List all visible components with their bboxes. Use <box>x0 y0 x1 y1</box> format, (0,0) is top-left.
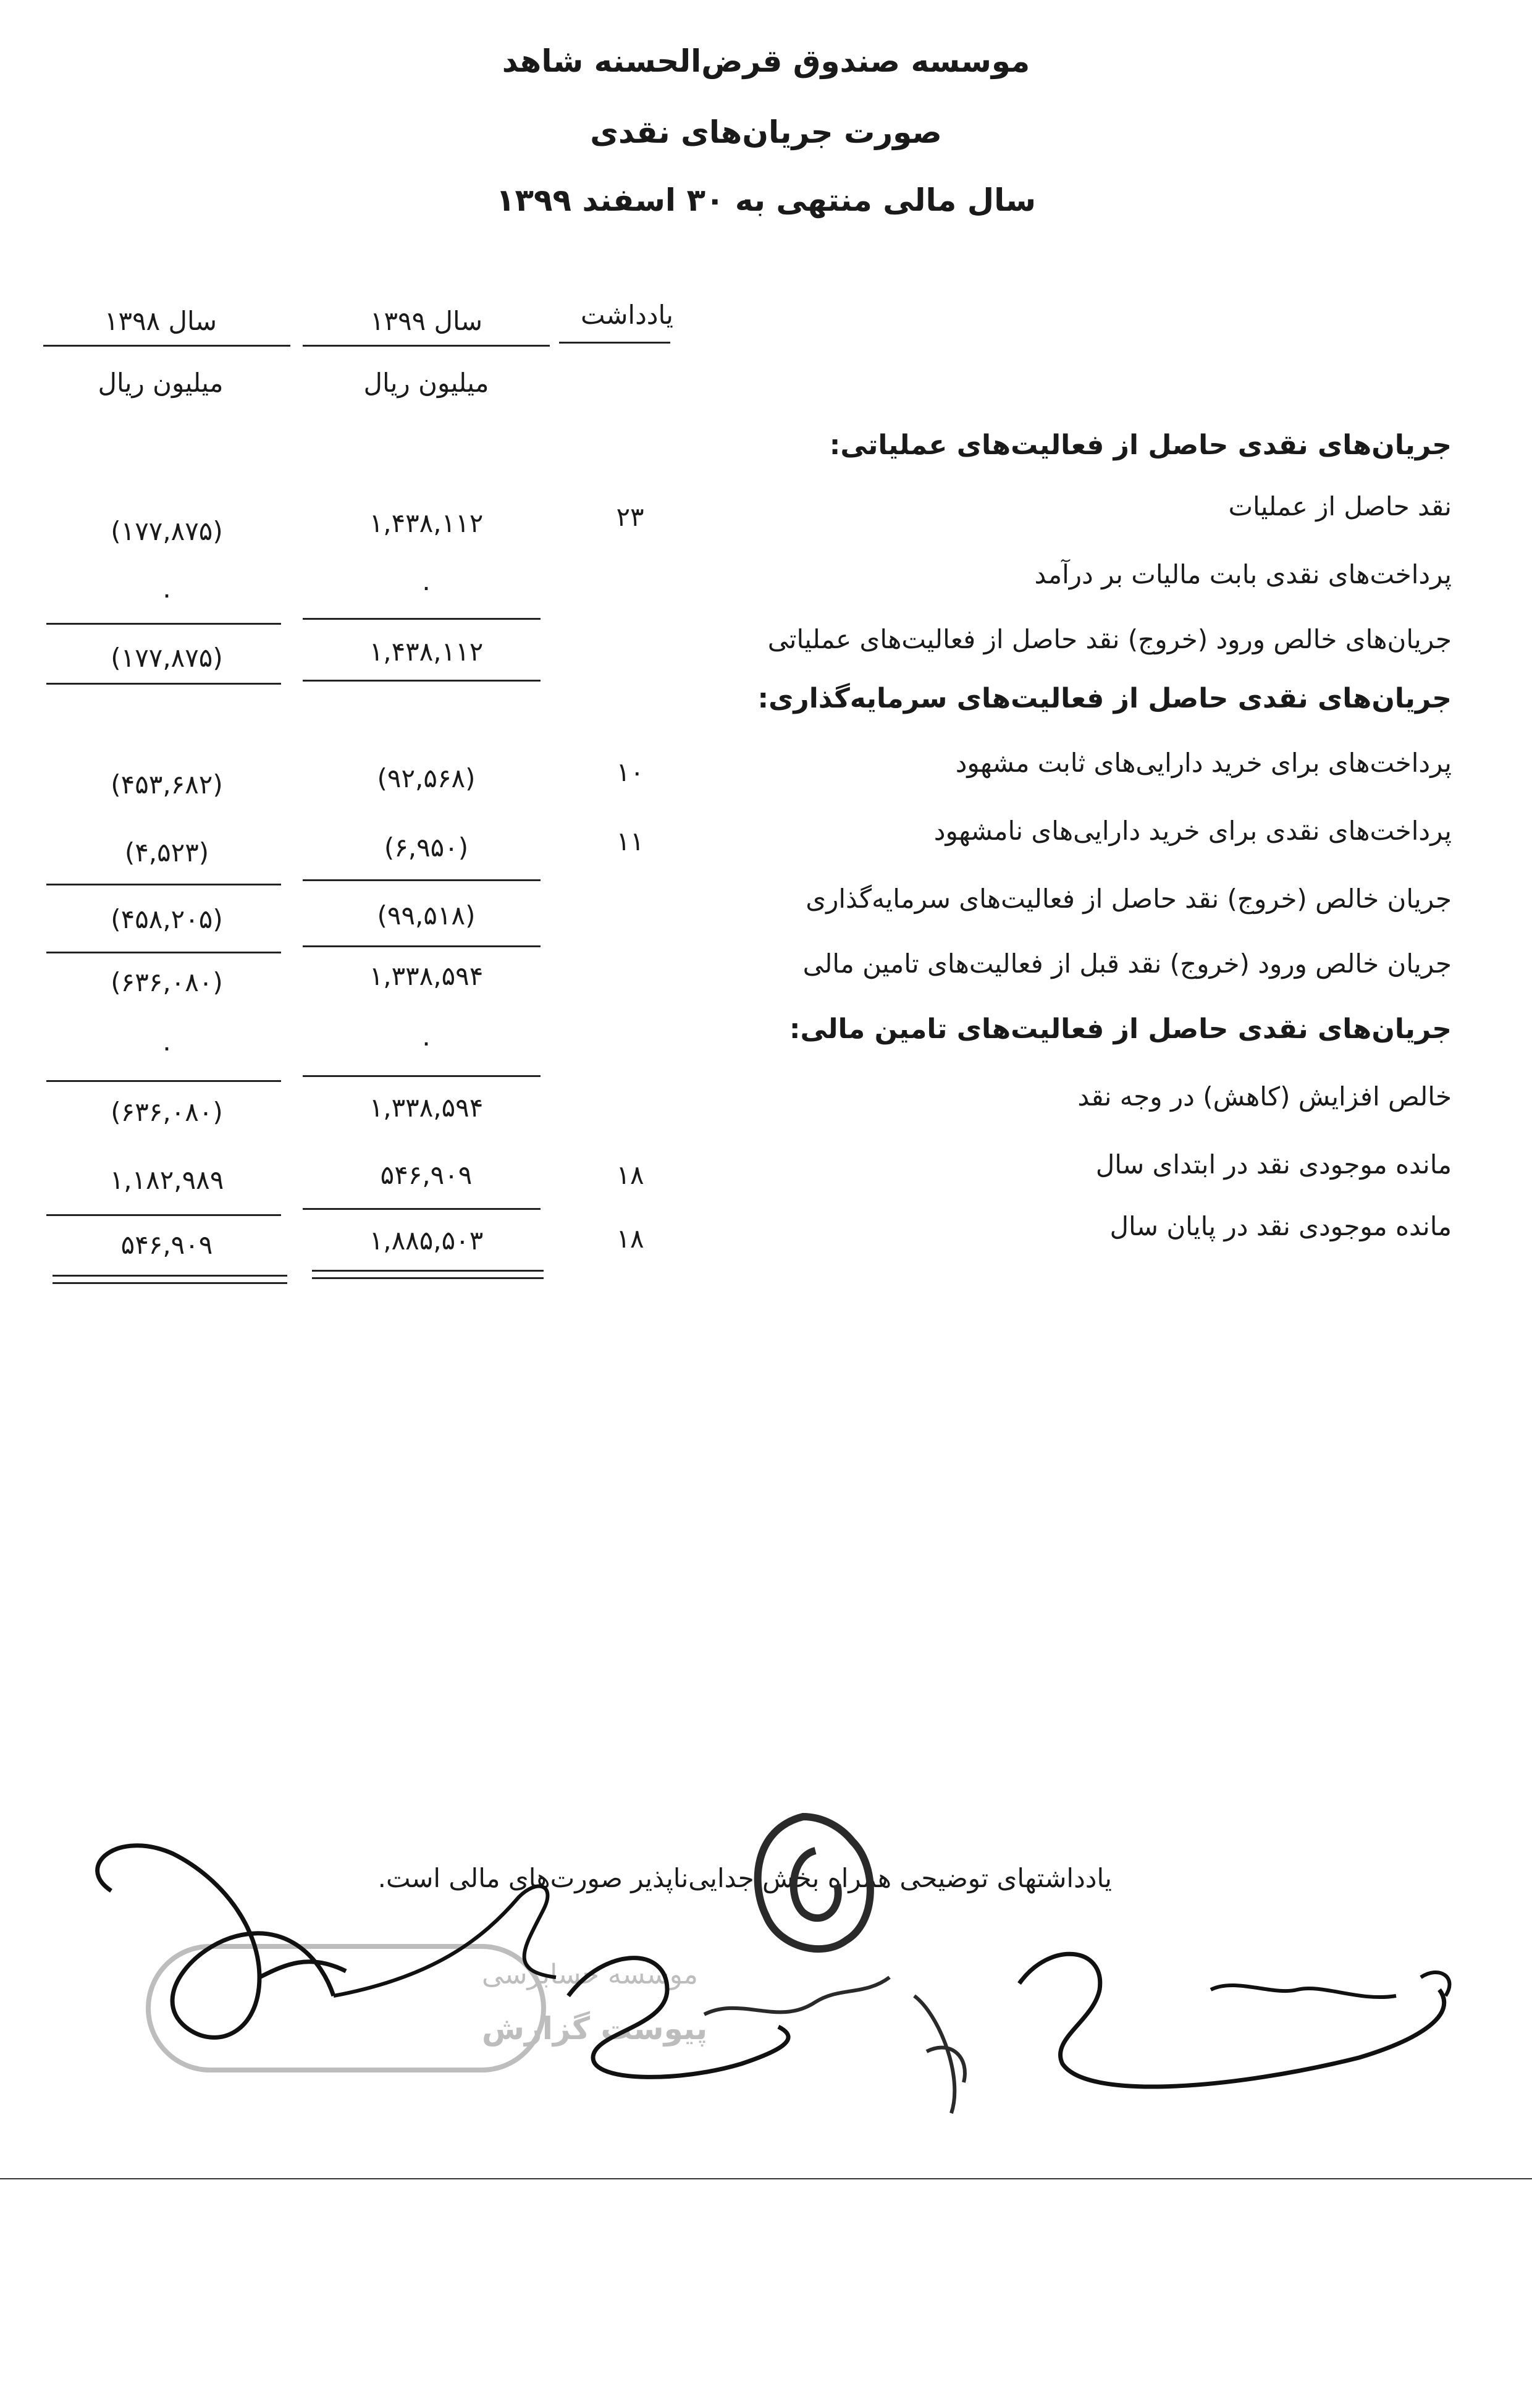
double-total-line <box>53 1275 287 1277</box>
year-1399-underline <box>303 345 550 347</box>
subtotal-line <box>46 1080 281 1082</box>
row-desc: مانده موجودی نقد در ابتدای سال <box>1095 1149 1452 1180</box>
note-column-header: یادداشت <box>581 300 673 330</box>
subtotal-line <box>46 952 281 953</box>
unit-1399: میلیون ریال <box>363 368 489 398</box>
subtotal-line <box>46 623 281 625</box>
row-value-1399: ۵۴۶,۹۰۹ <box>380 1160 473 1190</box>
row-value-1398: ۵۴۶,۹۰۹ <box>120 1230 213 1260</box>
subtotal-line <box>46 884 281 885</box>
row-value-1399: (۹۲,۵۶۸) <box>377 763 476 793</box>
year-1398-underline <box>43 345 290 347</box>
row-value-1399: ۰ <box>419 572 434 602</box>
row-desc: جریان خالص (خروج) نقد حاصل از فعالیت‌های سرمایه‌گذاری <box>806 884 1452 914</box>
statement-title: صورت جریان‌های نقدی <box>590 114 942 150</box>
row-note: ۲۳ <box>616 502 644 532</box>
section-investing-heading: جریان‌های نقدی حاصل از فعالیت‌های سرمایه‌گذاری: <box>757 683 1452 714</box>
unit-1398: میلیون ریال <box>98 368 224 398</box>
row-desc: پرداخت‌های نقدی بابت مالیات بر درآمد <box>1034 559 1452 589</box>
row-desc: پرداخت‌های برای خرید دارایی‌های ثابت مشهود <box>955 748 1452 778</box>
note-header-underline <box>559 342 670 344</box>
row-desc: نقد حاصل از عملیات <box>1228 491 1452 522</box>
page-bottom-rule <box>0 2178 1532 2179</box>
total-line <box>46 683 281 685</box>
row-value-1399: ۱,۳۳۸,۵۹۴ <box>369 961 484 991</box>
row-desc: جریان‌های خالص ورود (خروج) نقد حاصل از فعالیت‌های عملیاتی <box>767 624 1452 654</box>
row-value-1399: (۶,۹۵۰) <box>384 832 469 863</box>
row-value-1398: ۱,۱۸۲,۹۸۹ <box>109 1165 224 1195</box>
row-desc: پرداخت‌های نقدی برای خرید دارایی‌های نامشهود <box>933 816 1452 846</box>
row-value-1398: (۴۵۳,۶۸۲) <box>111 769 223 800</box>
double-total-line <box>312 1277 544 1279</box>
total-line <box>303 680 541 682</box>
signature-right <box>1019 1954 1444 2087</box>
row-value-1398: (۱۷۷,۸۷۵) <box>111 643 223 673</box>
subtotal-line <box>303 945 541 947</box>
row-value-1398: (۶۳۶,۰۸۰) <box>111 967 223 997</box>
row-desc: مانده موجودی نقد در پایان سال <box>1109 1211 1452 1241</box>
row-desc: خالص افزایش (کاهش) در وجه نقد <box>1077 1081 1452 1112</box>
row-note: ۱۱ <box>616 826 644 856</box>
row-value-1398: (۴,۵۲۳) <box>124 837 209 868</box>
year-1399-header: سال ۱۳۹۹ <box>369 306 483 336</box>
signatures-and-stamps <box>0 1792 1532 2163</box>
subtotal-line <box>46 1214 281 1216</box>
subtotal-line <box>303 618 541 620</box>
row-value-1399: ۰ <box>419 1027 434 1057</box>
row-note: ۱۸ <box>616 1223 644 1254</box>
stamp-script <box>704 1977 890 2014</box>
footer-note: یادداشتهای توضیحی همراه بخش جدایی‌ناپذیر صورت‌های مالی است. <box>377 1863 1112 1893</box>
subtotal-line <box>303 1075 541 1077</box>
row-value-1398: (۱۷۷,۸۷۵) <box>111 516 223 546</box>
period-title: سال مالی منتهی به ۳۰ اسفند ۱۳۹۹ <box>495 182 1037 218</box>
org-name: موسسه صندوق قرض‌الحسنه شاهد <box>502 43 1030 79</box>
row-value-1399: ۱,۸۸۵,۵۰۳ <box>369 1225 484 1256</box>
auditor-stamp-line1: موسسه حسابرسی <box>482 1959 698 1990</box>
row-value-1399: ۱,۴۳۸,۱۱۲ <box>369 508 484 538</box>
signature-right-name <box>1211 1972 1449 1997</box>
row-value-1398: (۶۳۶,۰۸۰) <box>111 1097 223 1127</box>
subtotal-line <box>303 879 541 881</box>
year-1398-header: سال ۱۳۹۸ <box>104 306 217 336</box>
row-note: ۱۰ <box>616 757 644 787</box>
section-operating-heading: جریان‌های نقدی حاصل از فعالیت‌های عملیاتی: <box>829 429 1452 461</box>
row-value-1398: (۴۵۸,۲۰۵) <box>111 904 223 934</box>
row-value-1399: ۱,۳۳۸,۵۹۴ <box>369 1092 484 1123</box>
row-value-1399: ۱,۴۳۸,۱۱۲ <box>369 636 484 667</box>
row-desc: جریان خالص ورود (خروج) نقد قبل از فعالیت‌های تامین مالی <box>802 948 1452 979</box>
section-financing-heading: جریان‌های نقدی حاصل از فعالیت‌های تامین مالی: <box>789 1013 1452 1045</box>
double-total-line <box>312 1270 544 1272</box>
double-total-line <box>53 1282 287 1284</box>
subtotal-line <box>303 1208 541 1210</box>
row-value-1398: ۰ <box>159 579 174 609</box>
emblem-stamp <box>758 1817 870 1949</box>
signature-stroke <box>914 1996 965 2113</box>
row-value-1398: ۰ <box>159 1032 174 1062</box>
signature-left <box>98 1846 346 2038</box>
auditor-stamp-line2: پیوست گزارش <box>482 2011 708 2047</box>
row-note: ۱۸ <box>616 1160 644 1190</box>
row-value-1399: (۹۹,۵۱۸) <box>377 900 476 931</box>
